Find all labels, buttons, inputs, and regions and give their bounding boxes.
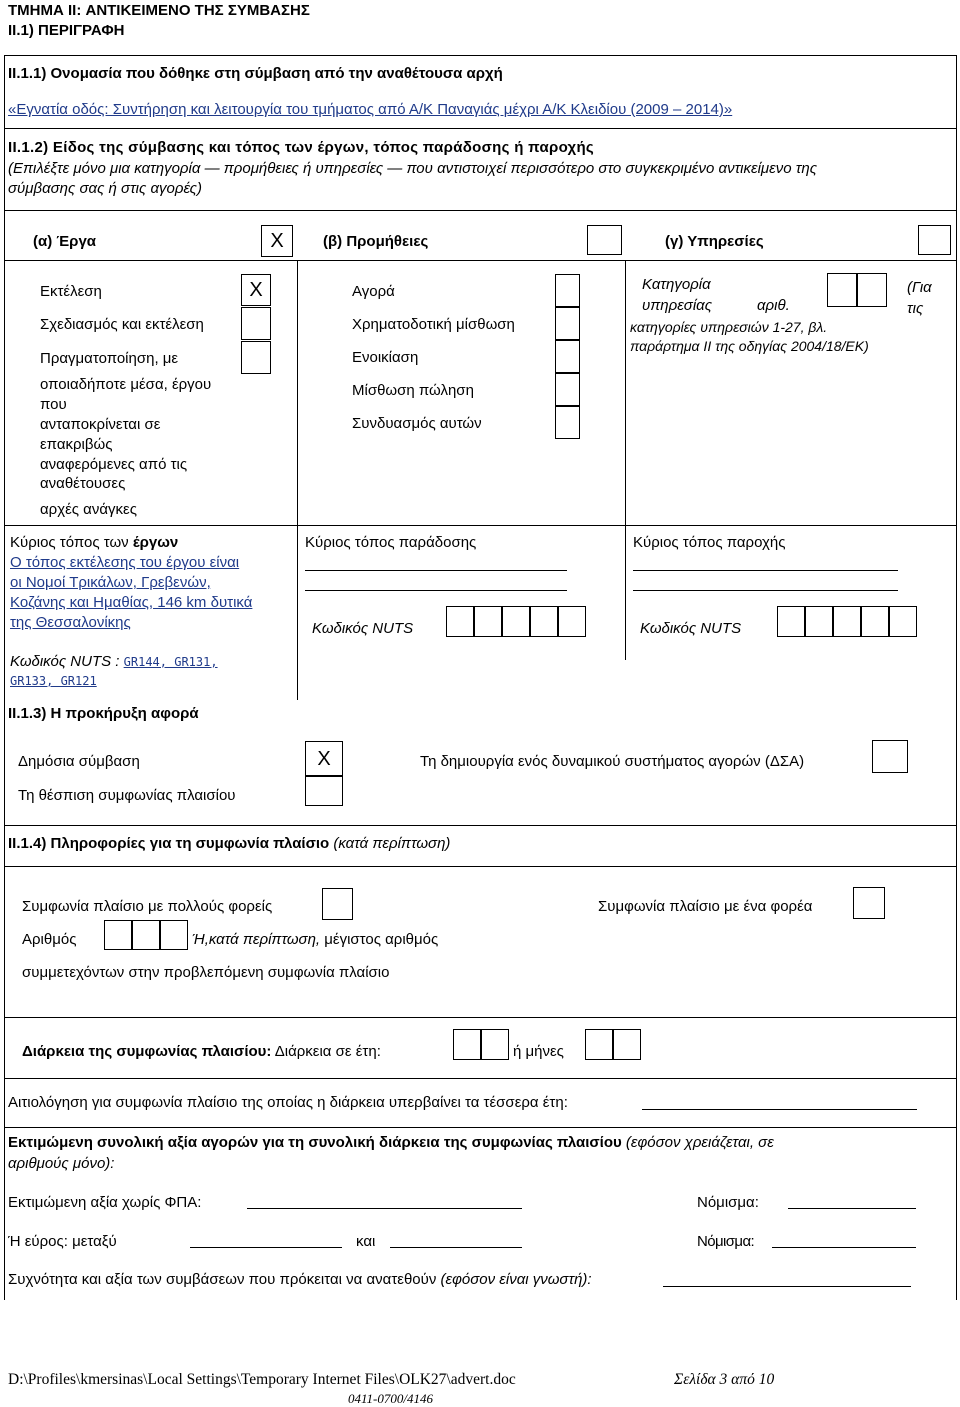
col-divider-1	[297, 260, 298, 700]
duration-years-box-2[interactable]	[481, 1029, 509, 1060]
site-service-label: Κύριος τόπος παροχής	[633, 534, 786, 551]
divider-113	[4, 825, 956, 826]
frame-left	[4, 55, 5, 1300]
delivery-nuts-box-3[interactable]	[502, 606, 530, 637]
works-realisation-2: οποιαδήποτε μέσα, έργου	[40, 376, 212, 393]
service-label: υπηρεσίας	[642, 297, 713, 314]
max-number-plain: μέγιστος αριθμός	[320, 931, 439, 948]
site-works-label-bold: έργων	[132, 534, 179, 551]
divider-112	[4, 210, 956, 211]
works-realisation-3: που	[40, 396, 67, 413]
type-services-checkbox[interactable]	[918, 225, 951, 255]
public-contract-label: Δημόσια σύμβαση	[18, 753, 140, 770]
site-delivery-label: Κύριος τόπος παράδοσης	[305, 534, 477, 551]
contract-title: «Εγνατία οδός: Συντήρηση και λειτουργία του τμήματος από Α/Κ Παναγιάς μέχρι Α/Κ Κλειδίου (2009 – 2014)»	[8, 101, 733, 118]
number-label: Αριθμός	[22, 931, 77, 948]
framework-label: Τη θέσπιση συμφωνίας πλαισίου	[18, 787, 236, 804]
site-works-label-plain: Κύριος τόπος των	[10, 534, 133, 551]
works-design-checkbox[interactable]	[241, 307, 271, 340]
divider-value	[4, 1127, 956, 1128]
divider-duration	[4, 1017, 956, 1018]
footer-code: 0411-0700/4146	[348, 1391, 433, 1406]
framework-checkbox[interactable]	[305, 776, 343, 806]
est-value-line[interactable]	[247, 1208, 522, 1209]
works-realisation-8: αρχές ανάγκες	[40, 501, 137, 518]
site-works-nuts	[10, 653, 218, 670]
type-supplies-checkbox[interactable]	[587, 225, 622, 255]
framework-multi-checkbox[interactable]	[322, 888, 353, 920]
service-category-label: Κατηγορία	[642, 276, 711, 293]
service-category-box-1[interactable]	[827, 273, 857, 307]
s114-heading	[8, 835, 450, 852]
justification-line[interactable]	[642, 1109, 917, 1110]
site-delivery-nuts-label: Κωδικός NUTS	[312, 620, 414, 637]
service-category-box-2[interactable]	[857, 273, 887, 307]
currency-2-label: Νόμισμα:	[697, 1233, 755, 1250]
site-works-nuts-codes-1: GR144, GR131,	[123, 655, 218, 669]
duration-months-box-2[interactable]	[613, 1029, 641, 1060]
delivery-nuts-box-4[interactable]	[530, 606, 558, 637]
range-from-line[interactable]	[190, 1247, 342, 1248]
range-and-label: και	[356, 1233, 376, 1250]
participants-label: συμμετεχόντων στην προβλεπόμενη συμφωνία πλαίσιο	[22, 964, 390, 981]
supplies-purchase-label: Αγορά	[352, 283, 395, 300]
public-contract-checkbox[interactable]: X	[305, 741, 343, 776]
site-delivery-line-2[interactable]	[305, 590, 567, 591]
divider-justification	[4, 1078, 956, 1079]
value-heading-bold: Εκτιμώμενη συνολική αξία αγορών για τη συνολική διάρκεια της συμφωνίας πλαισίου	[8, 1134, 622, 1151]
works-execution-checkbox[interactable]: X	[241, 274, 271, 306]
divider-sites	[4, 525, 956, 526]
site-works-desc-4: της Θεσσαλονίκης	[10, 614, 131, 631]
site-service-nuts-label: Κωδικός NUTS	[640, 620, 742, 637]
duration-months-label: ή μήνες	[513, 1043, 564, 1060]
framework-multi-label: Συμφωνία πλαίσιο με πολλούς φορείς	[22, 898, 273, 915]
footer-path: D:\Profiles\kmersinas\Local Settings\Temporary Internet Files\OLK27\advert.doc	[8, 1371, 516, 1388]
s111-heading: II.1.1) Ονομασία που δόθηκε στη σύμβαση από την αναθέτουσα αρχή	[8, 65, 503, 82]
frequency-italic: (εφόσον είναι γνωστή):	[436, 1271, 592, 1288]
section-title: ΤΜΗΜΑ II: ΑΝΤΙΚΕΙΜΕΝΟ ΤΗΣ ΣΥΜΒΑΣΗΣ	[8, 2, 310, 19]
duration-bold: Διάρκεια της συμφωνίας πλαισίου:	[22, 1043, 272, 1060]
delivery-nuts-box-1[interactable]	[446, 606, 474, 637]
works-realisation-7: αναθέτουσες	[40, 475, 126, 492]
frame-top	[4, 55, 956, 56]
footer-page: Σελίδα 3 από 10	[674, 1371, 775, 1388]
supplies-leasing-checkbox[interactable]	[555, 307, 580, 340]
justification-label: Αιτιολόγηση για συμφωνία πλαίσιο της οποίας η διάρκεια υπερβαίνει τα τέσσερα έτη:	[8, 1094, 568, 1111]
works-realisation-6: αναφερόμενες από τις	[40, 456, 188, 473]
s112-heading: II.1.2) Είδος της σύμβασης και τόπος των έργων, τόπος παράδοσης ή παροχής	[8, 139, 595, 156]
service-nuts-box-3[interactable]	[833, 606, 861, 637]
works-realisation-4: ανταποκρίνεται σε	[40, 416, 161, 433]
currency-2-line[interactable]	[772, 1247, 916, 1248]
site-service-line-2[interactable]	[633, 590, 898, 591]
service-note-1: κατηγορίες υπηρεσιών 1-27, βλ.	[630, 319, 828, 335]
works-realisation-checkbox[interactable]	[241, 341, 271, 374]
service-nuts-box-1[interactable]	[777, 606, 805, 637]
value-heading	[8, 1134, 774, 1151]
site-works-nuts-label: Κωδικός NUTS :	[10, 653, 124, 670]
service-for-label: (Για	[907, 279, 932, 296]
divider-111	[4, 128, 956, 129]
service-nuts-box-4[interactable]	[861, 606, 889, 637]
s113-heading: II.1.3) Η προκήρυξη αφορά	[8, 705, 199, 722]
supplies-purchase-checkbox[interactable]	[555, 274, 580, 307]
frequency-plain: Συχνότητα και αξία των συμβάσεων που πρόκειται να ανατεθούν	[8, 1271, 437, 1288]
s114-heading-bold: II.1.4) Πληροφορίες για τη συμφωνία πλαίσιο	[8, 835, 330, 852]
site-works-desc-1: Ο τόπος εκτέλεσης του έργου είναι	[10, 554, 240, 571]
service-the-label: τις	[907, 300, 924, 317]
duration-label	[22, 1043, 381, 1060]
dps-label: Τη δημιουργία ενός δυναμικού συστήματος αγορών (ΔΣΑ)	[420, 753, 805, 770]
number-box-2[interactable]	[132, 920, 160, 950]
framework-single-checkbox[interactable]	[853, 887, 885, 919]
works-realisation-5: επακριβώς	[40, 436, 113, 453]
site-delivery-line-1[interactable]	[305, 570, 567, 571]
s112-note-2: σύμβασης σας ή στις αγορές)	[8, 180, 202, 197]
divider-types	[4, 260, 956, 261]
supplies-combination-checkbox[interactable]	[555, 406, 580, 439]
site-works-desc-2: οι Νομοί Τρικάλων, Γρεβενών,	[10, 574, 211, 591]
site-works-nuts-codes-2: GR133, GR121	[10, 674, 97, 688]
s112-note-1: (Επιλέξτε μόνο μια κατηγορία — προμήθειες ή υπηρεσίες — που αντιστοιχεί περισσότερο στο συγκεκριμένο αντικείμενο της	[8, 160, 817, 177]
value-heading-italic-1: (εφόσον χρειάζεται, σε	[621, 1134, 774, 1151]
works-realisation-1: Πραγματοποίηση, με	[40, 350, 179, 367]
number-box-1[interactable]	[104, 920, 132, 950]
supplies-leasing-label: Χρηματοδοτική μίσθωση	[352, 316, 515, 333]
currency-1-line[interactable]	[788, 1208, 916, 1209]
number-box-3[interactable]	[160, 920, 188, 950]
type-services-label: (γ) Υπηρεσίες	[665, 233, 764, 250]
col-divider-2	[625, 260, 626, 660]
type-works-label: (α) Έργα	[33, 233, 97, 250]
frame-right	[956, 55, 957, 1300]
range-to-line[interactable]	[390, 1247, 522, 1248]
max-number-label	[192, 931, 438, 948]
framework-single-label: Συμφωνία πλαίσιο με ένα φορέα	[598, 898, 813, 915]
est-value-label: Εκτιμώμενη αξία χωρίς ΦΠΑ:	[8, 1194, 202, 1211]
delivery-nuts-box-2[interactable]	[474, 606, 502, 637]
frequency-line[interactable]	[663, 1286, 911, 1287]
service-nuts-box-5[interactable]	[889, 606, 917, 637]
duration-years: Διάρκεια σε έτη:	[271, 1043, 381, 1060]
max-number-italic: Ή,κατά περίπτωση,	[192, 931, 321, 948]
subsection-title: II.1) ΠΕΡΙΓΡΑΦΗ	[8, 22, 125, 39]
duration-years-box-1[interactable]	[453, 1029, 481, 1060]
service-nuts-box-2[interactable]	[805, 606, 833, 637]
dps-checkbox[interactable]	[872, 740, 908, 773]
currency-1-label: Νόμισμα:	[697, 1194, 759, 1211]
works-design-label: Σχεδιασμός και εκτέλεση	[40, 316, 204, 333]
site-works-desc-3: Κοζάνης και Ημαθίας, 146 km δυτικά	[10, 594, 253, 611]
frequency-label	[8, 1271, 592, 1288]
supplies-rental-label: Ενοικίαση	[352, 349, 419, 366]
s114-heading-italic: (κατά περίπτωση)	[333, 835, 451, 852]
service-note-2: παράρτημα ΙΙ της οδηγίας 2004/18/ΕΚ)	[630, 338, 869, 354]
works-execution-label: Εκτέλεση	[40, 283, 102, 300]
supplies-combination-label: Συνδυασμός αυτών	[352, 415, 482, 432]
duration-months-box-1[interactable]	[585, 1029, 613, 1060]
supplies-hire-label: Μίσθωση πώληση	[352, 382, 474, 399]
type-works-checkbox[interactable]: X	[261, 225, 293, 257]
type-supplies-label: (β) Προμήθειες	[323, 233, 429, 250]
site-works-label	[10, 534, 178, 551]
delivery-nuts-box-5[interactable]	[558, 606, 586, 637]
value-heading-italic-2: αριθμούς μόνο):	[8, 1155, 115, 1172]
supplies-rental-checkbox[interactable]	[555, 340, 580, 373]
site-service-line-1[interactable]	[633, 570, 898, 571]
service-num-label: αριθ.	[757, 297, 790, 314]
range-label: Ή εύρος: μεταξύ	[8, 1233, 117, 1250]
supplies-hire-checkbox[interactable]	[555, 373, 580, 406]
divider-114	[4, 866, 956, 867]
